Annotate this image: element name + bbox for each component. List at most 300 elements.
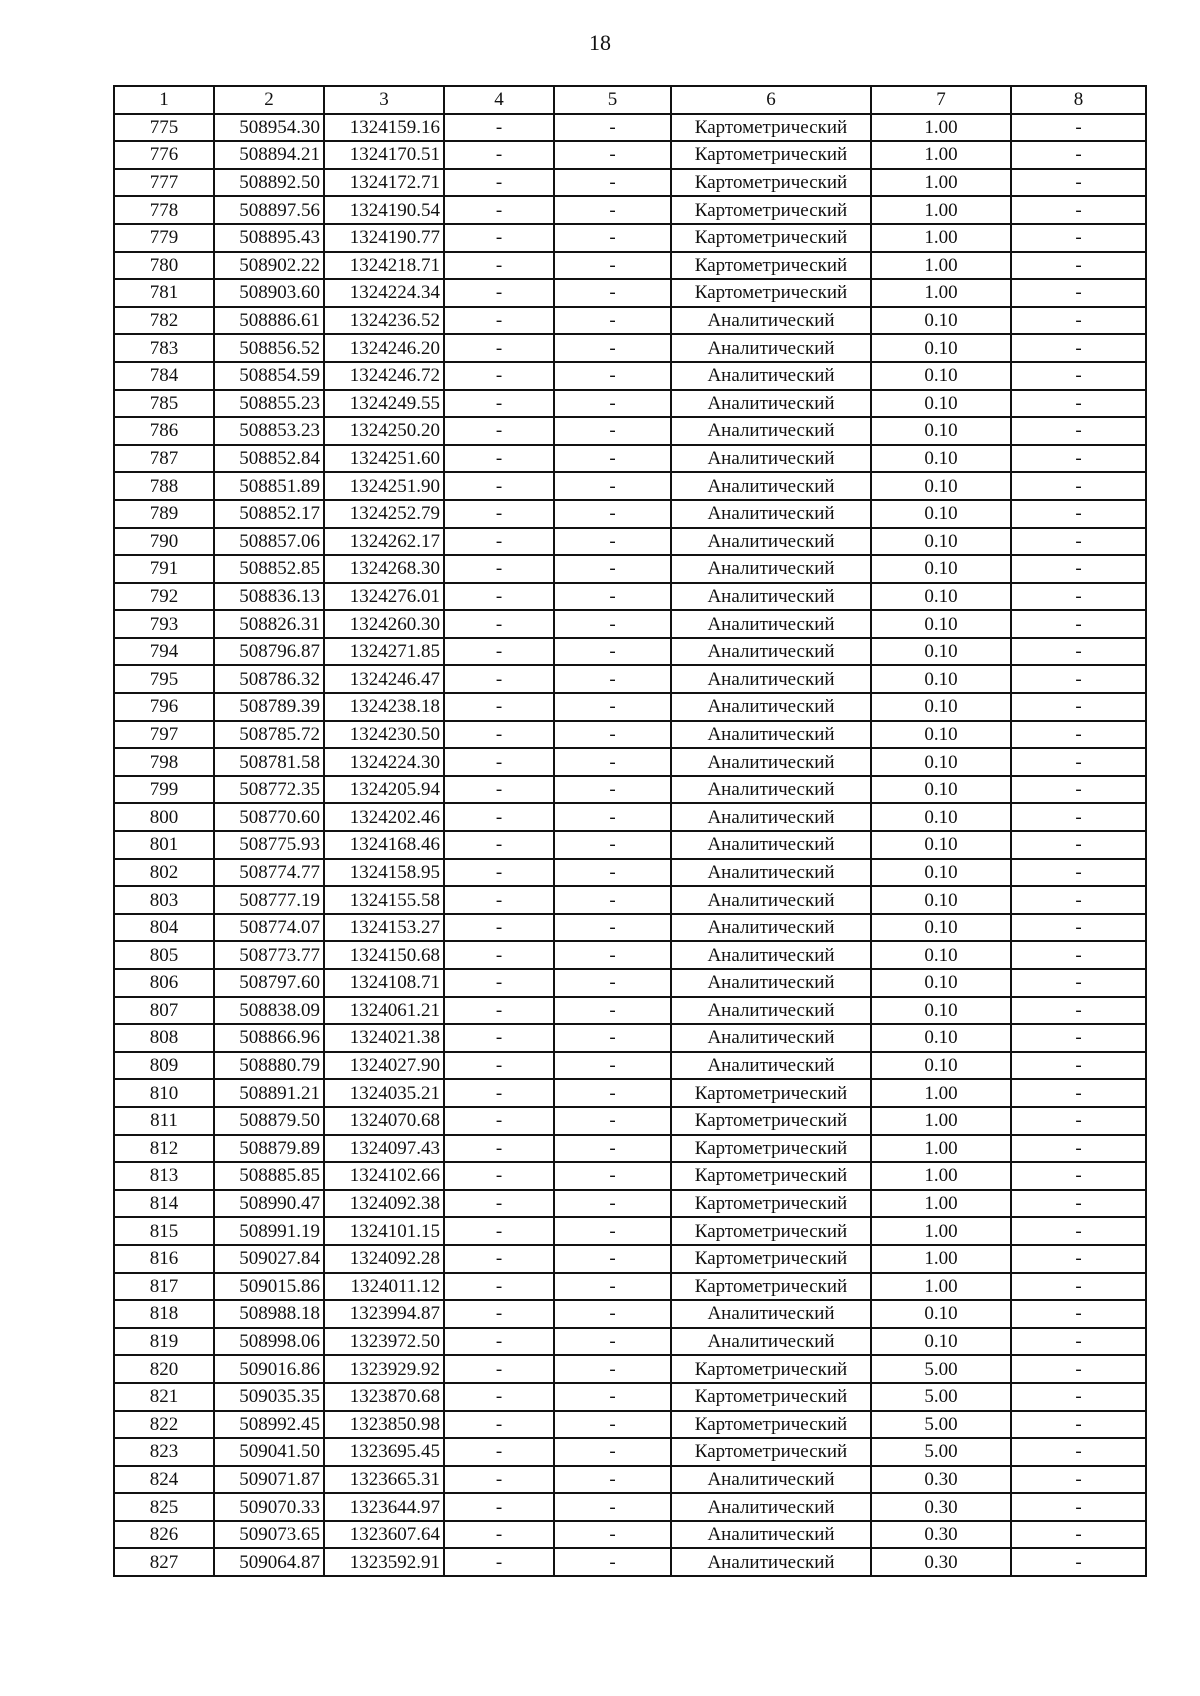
table-cell: 1324158.95 (324, 859, 444, 887)
table-cell: - (1011, 1217, 1146, 1245)
table-cell: - (444, 114, 554, 142)
table-cell: - (444, 1135, 554, 1163)
table-cell: 786 (114, 417, 214, 445)
table-cell: - (1011, 445, 1146, 473)
table-cell: Аналитический (671, 914, 871, 942)
table-row (114, 1024, 1146, 1052)
table-cell: 0.10 (871, 528, 1011, 556)
table-cell: - (444, 224, 554, 252)
table-cell: 508773.77 (214, 941, 324, 969)
table-cell: 1324168.46 (324, 831, 444, 859)
table-cell: 802 (114, 859, 214, 887)
table-cell: - (554, 362, 671, 390)
table-cell: Картометрический (671, 252, 871, 280)
table-cell: 508998.06 (214, 1328, 324, 1356)
table-cell: 508786.32 (214, 665, 324, 693)
table-cell: 508856.52 (214, 334, 324, 362)
table-cell: 1.00 (871, 252, 1011, 280)
table-cell: 817 (114, 1273, 214, 1301)
table-cell: 1.00 (871, 196, 1011, 224)
table-cell: 1324251.60 (324, 445, 444, 473)
table-cell: 1.00 (871, 1107, 1011, 1135)
table-cell: Аналитический (671, 472, 871, 500)
table-cell: - (1011, 362, 1146, 390)
table-cell: 0.10 (871, 417, 1011, 445)
table-cell: - (444, 914, 554, 942)
table-cell: - (1011, 1300, 1146, 1328)
table-cell: - (444, 1466, 554, 1494)
table-cell: - (554, 1162, 671, 1190)
table-cell: 508789.39 (214, 693, 324, 721)
table-cell: 0.10 (871, 500, 1011, 528)
table-cell: - (554, 1355, 671, 1383)
table-cell: 796 (114, 693, 214, 721)
table-cell: Аналитический (671, 886, 871, 914)
table-cell: 1323665.31 (324, 1466, 444, 1494)
table-cell: - (1011, 1162, 1146, 1190)
table-cell: 0.10 (871, 886, 1011, 914)
table-cell: - (444, 500, 554, 528)
table-row (114, 555, 1146, 583)
coordinates-table (113, 85, 1147, 1577)
table-cell: 820 (114, 1355, 214, 1383)
table-row (114, 693, 1146, 721)
table-cell: 783 (114, 334, 214, 362)
table-cell: 0.10 (871, 472, 1011, 500)
table-cell: - (554, 776, 671, 804)
table-cell: - (444, 1190, 554, 1218)
table-cell: 0.10 (871, 445, 1011, 473)
table-cell: - (554, 914, 671, 942)
table-cell: 1324251.90 (324, 472, 444, 500)
table-cell: Аналитический (671, 1052, 871, 1080)
table-cell: 1.00 (871, 279, 1011, 307)
table-row (114, 748, 1146, 776)
table-cell: 0.10 (871, 1024, 1011, 1052)
table-cell: Картометрический (671, 1135, 871, 1163)
table-cell: 800 (114, 803, 214, 831)
table-cell: 0.10 (871, 362, 1011, 390)
table-cell: 1.00 (871, 224, 1011, 252)
table-cell: Аналитический (671, 776, 871, 804)
table-cell: 775 (114, 114, 214, 142)
table-cell: - (1011, 638, 1146, 666)
table-cell: 1324205.94 (324, 776, 444, 804)
table-cell: 508855.23 (214, 390, 324, 418)
table-cell: 1324202.46 (324, 803, 444, 831)
table-cell: 779 (114, 224, 214, 252)
table-row (114, 362, 1146, 390)
table-cell: 810 (114, 1079, 214, 1107)
table-cell: 508852.17 (214, 500, 324, 528)
table-cell: 0.30 (871, 1493, 1011, 1521)
table-cell: - (554, 1052, 671, 1080)
table-cell: - (554, 610, 671, 638)
table-cell: 0.10 (871, 610, 1011, 638)
table-cell: - (554, 224, 671, 252)
table-cell: 1323592.91 (324, 1548, 444, 1576)
table-cell: 784 (114, 362, 214, 390)
table-cell: 508781.58 (214, 748, 324, 776)
table-cell: - (444, 1107, 554, 1135)
table-cell: - (444, 693, 554, 721)
table-cell: - (1011, 941, 1146, 969)
table-cell: Аналитический (671, 638, 871, 666)
table-cell: - (554, 1438, 671, 1466)
table-cell: 825 (114, 1493, 214, 1521)
column-header: 8 (1011, 86, 1146, 114)
table-cell: - (1011, 803, 1146, 831)
table-cell: Аналитический (671, 500, 871, 528)
table-cell: 826 (114, 1521, 214, 1549)
table-cell: - (444, 1521, 554, 1549)
table-cell: Аналитический (671, 859, 871, 887)
table-cell: 0.10 (871, 941, 1011, 969)
table-cell: - (554, 528, 671, 556)
table-cell: 509015.86 (214, 1273, 324, 1301)
table-row (114, 997, 1146, 1025)
table-row (114, 224, 1146, 252)
table-cell: Картометрический (671, 1245, 871, 1273)
table-cell: 777 (114, 169, 214, 197)
table-cell: 1324061.21 (324, 997, 444, 1025)
table-cell: - (444, 1052, 554, 1080)
table-cell: - (1011, 141, 1146, 169)
table-cell: - (444, 969, 554, 997)
table-cell: - (444, 997, 554, 1025)
table-row (114, 1300, 1146, 1328)
table-cell: 1324238.18 (324, 693, 444, 721)
table-cell: 508886.61 (214, 307, 324, 335)
table-cell: 793 (114, 610, 214, 638)
table-cell: 0.10 (871, 307, 1011, 335)
table-cell: - (554, 279, 671, 307)
table-cell: 823 (114, 1438, 214, 1466)
table-cell: 1324092.28 (324, 1245, 444, 1273)
table-row (114, 114, 1146, 142)
table-cell: - (1011, 169, 1146, 197)
table-cell: - (554, 941, 671, 969)
table-row (114, 500, 1146, 528)
table-cell: - (444, 886, 554, 914)
table-cell: 805 (114, 941, 214, 969)
table-cell: - (444, 1245, 554, 1273)
table-cell: 1324097.43 (324, 1135, 444, 1163)
table-cell: - (1011, 390, 1146, 418)
table-cell: Картометрический (671, 141, 871, 169)
table-row (114, 1079, 1146, 1107)
table-row (114, 1493, 1146, 1521)
table-cell: 1.00 (871, 1079, 1011, 1107)
table-cell: 1324224.30 (324, 748, 444, 776)
table-cell: 508866.96 (214, 1024, 324, 1052)
table-cell: - (554, 1383, 671, 1411)
table-cell: 1324271.85 (324, 638, 444, 666)
table-cell: - (554, 638, 671, 666)
table-cell: 1324102.66 (324, 1162, 444, 1190)
table-cell: 1324260.30 (324, 610, 444, 638)
table-cell: - (1011, 1411, 1146, 1439)
table-row (114, 665, 1146, 693)
table-cell: - (444, 665, 554, 693)
table-cell: 1324246.72 (324, 362, 444, 390)
table-cell: - (444, 141, 554, 169)
table-cell: 819 (114, 1328, 214, 1356)
table-cell: - (554, 1273, 671, 1301)
table-cell: - (554, 1190, 671, 1218)
table-cell: 508903.60 (214, 279, 324, 307)
table-cell: 0.10 (871, 390, 1011, 418)
table-cell: - (1011, 1548, 1146, 1576)
table-cell: 509027.84 (214, 1245, 324, 1273)
table-cell: - (1011, 776, 1146, 804)
table-cell: - (1011, 1355, 1146, 1383)
table-cell: - (554, 748, 671, 776)
table-cell: Аналитический (671, 1328, 871, 1356)
table-cell: - (554, 500, 671, 528)
table-cell: - (554, 417, 671, 445)
table-cell: 509016.86 (214, 1355, 324, 1383)
table-cell: 5.00 (871, 1355, 1011, 1383)
table-cell: 1323929.92 (324, 1355, 444, 1383)
table-cell: - (1011, 1273, 1146, 1301)
table-cell: 1.00 (871, 141, 1011, 169)
table-cell: 508891.21 (214, 1079, 324, 1107)
table-cell: 1324155.58 (324, 886, 444, 914)
table-cell: - (554, 1300, 671, 1328)
table-row (114, 1190, 1146, 1218)
table-cell: 782 (114, 307, 214, 335)
table-row (114, 1355, 1146, 1383)
table-cell: 5.00 (871, 1411, 1011, 1439)
table-cell: 1324153.27 (324, 914, 444, 942)
table-cell: Аналитический (671, 445, 871, 473)
table-cell: Аналитический (671, 417, 871, 445)
table-cell: 1323972.50 (324, 1328, 444, 1356)
table-cell: 0.10 (871, 748, 1011, 776)
table-cell: - (1011, 886, 1146, 914)
table-cell: 1.00 (871, 1162, 1011, 1190)
table-cell: Аналитический (671, 969, 871, 997)
table-cell: 0.10 (871, 914, 1011, 942)
table-cell: Картометрический (671, 1217, 871, 1245)
table-cell: - (1011, 721, 1146, 749)
table-cell: - (444, 721, 554, 749)
table-cell: 1.00 (871, 1273, 1011, 1301)
table-cell: Аналитический (671, 362, 871, 390)
table-cell: - (554, 997, 671, 1025)
table-cell: 508902.22 (214, 252, 324, 280)
table-cell: 795 (114, 665, 214, 693)
table-cell: 1324230.50 (324, 721, 444, 749)
table-cell: - (1011, 279, 1146, 307)
table-cell: 1323644.97 (324, 1493, 444, 1521)
table-cell: 1324190.54 (324, 196, 444, 224)
table-row (114, 831, 1146, 859)
table-cell: Аналитический (671, 528, 871, 556)
table-cell: - (1011, 693, 1146, 721)
table-cell: 1.00 (871, 1217, 1011, 1245)
table-cell: - (444, 307, 554, 335)
table-cell: 508838.09 (214, 997, 324, 1025)
table-cell: 1324027.90 (324, 1052, 444, 1080)
table-cell: - (444, 417, 554, 445)
table-cell: - (554, 803, 671, 831)
table-cell: - (554, 1107, 671, 1135)
table-cell: 509035.35 (214, 1383, 324, 1411)
table-cell: 508894.21 (214, 141, 324, 169)
table-cell: - (1011, 914, 1146, 942)
table-cell: 1324159.16 (324, 114, 444, 142)
table-cell: Аналитический (671, 390, 871, 418)
table-cell: 508879.50 (214, 1107, 324, 1135)
table-row (114, 390, 1146, 418)
table-cell: 508826.31 (214, 610, 324, 638)
table-cell: - (444, 748, 554, 776)
table-cell: 1324092.38 (324, 1190, 444, 1218)
table-cell: - (554, 1079, 671, 1107)
table-cell: 811 (114, 1107, 214, 1135)
table-row (114, 1273, 1146, 1301)
table-cell: - (444, 555, 554, 583)
table-body (114, 114, 1146, 1576)
table-cell: - (554, 445, 671, 473)
table-cell: 1323994.87 (324, 1300, 444, 1328)
column-header: 7 (871, 86, 1011, 114)
table-cell: Аналитический (671, 307, 871, 335)
table-cell: - (1011, 1438, 1146, 1466)
table-cell: 1324246.47 (324, 665, 444, 693)
table-cell: 808 (114, 1024, 214, 1052)
table-cell: - (444, 169, 554, 197)
table-row (114, 1052, 1146, 1080)
table-cell: 508785.72 (214, 721, 324, 749)
table-cell: 1324011.12 (324, 1273, 444, 1301)
table-cell: - (554, 1548, 671, 1576)
table-cell: - (554, 859, 671, 887)
table-row (114, 141, 1146, 169)
table-cell: - (554, 472, 671, 500)
table-row (114, 1383, 1146, 1411)
table-cell: Аналитический (671, 1493, 871, 1521)
table-cell: 0.10 (871, 665, 1011, 693)
table-cell: 794 (114, 638, 214, 666)
table-cell: - (444, 1411, 554, 1439)
table-cell: - (554, 555, 671, 583)
table-cell: - (1011, 969, 1146, 997)
table-cell: 508774.07 (214, 914, 324, 942)
table-cell: 1324246.20 (324, 334, 444, 362)
table-row (114, 914, 1146, 942)
table-cell: - (554, 1493, 671, 1521)
table-cell: - (554, 721, 671, 749)
table-cell: - (444, 1273, 554, 1301)
table-cell: 508895.43 (214, 224, 324, 252)
table-cell: 1.00 (871, 1190, 1011, 1218)
table-cell: 801 (114, 831, 214, 859)
table-cell: - (1011, 472, 1146, 500)
table-row (114, 941, 1146, 969)
table-row (114, 472, 1146, 500)
table-cell: - (1011, 307, 1146, 335)
table-cell: - (554, 1521, 671, 1549)
table-cell: 821 (114, 1383, 214, 1411)
table-cell: 508797.60 (214, 969, 324, 997)
table-cell: 812 (114, 1135, 214, 1163)
table-cell: Аналитический (671, 610, 871, 638)
table-cell: Аналитический (671, 941, 871, 969)
table-cell: 0.10 (871, 334, 1011, 362)
table-cell: 776 (114, 141, 214, 169)
table-cell: 508988.18 (214, 1300, 324, 1328)
table-cell: - (444, 196, 554, 224)
table-cell: - (444, 831, 554, 859)
table-cell: - (554, 1245, 671, 1273)
table-cell: - (554, 1024, 671, 1052)
table-cell: - (1011, 1024, 1146, 1052)
table-cell: 806 (114, 969, 214, 997)
table-cell: - (1011, 1328, 1146, 1356)
column-header: 2 (214, 86, 324, 114)
table-cell: - (554, 583, 671, 611)
table-cell: Картометрический (671, 1107, 871, 1135)
table-cell: 1324150.68 (324, 941, 444, 969)
table-cell: 816 (114, 1245, 214, 1273)
table-cell: 818 (114, 1300, 214, 1328)
table-cell: Аналитический (671, 665, 871, 693)
table-cell: 1.00 (871, 1135, 1011, 1163)
table-cell: 509064.87 (214, 1548, 324, 1576)
table-cell: Картометрический (671, 1411, 871, 1439)
table-cell: - (1011, 224, 1146, 252)
table-cell: - (444, 1493, 554, 1521)
table-row (114, 252, 1146, 280)
table-cell: 508857.06 (214, 528, 324, 556)
table-cell: - (444, 803, 554, 831)
table-cell: 1324172.71 (324, 169, 444, 197)
table-cell: 0.30 (871, 1466, 1011, 1494)
table-cell: 1324021.38 (324, 1024, 444, 1052)
table-cell: 1.00 (871, 1245, 1011, 1273)
table-row (114, 638, 1146, 666)
table-cell: - (554, 831, 671, 859)
table-row (114, 334, 1146, 362)
table-row (114, 1548, 1146, 1576)
table-cell: - (444, 1024, 554, 1052)
table-cell: - (554, 1217, 671, 1245)
table-cell: - (554, 390, 671, 418)
table-cell: Аналитический (671, 1300, 871, 1328)
table-cell: Аналитический (671, 831, 871, 859)
table-cell: - (444, 445, 554, 473)
table-cell: 781 (114, 279, 214, 307)
table-cell: 508991.19 (214, 1217, 324, 1245)
table-cell: 790 (114, 528, 214, 556)
table-cell: Картометрический (671, 169, 871, 197)
table-cell: 1324070.68 (324, 1107, 444, 1135)
table-cell: 509070.33 (214, 1493, 324, 1521)
table-cell: - (1011, 555, 1146, 583)
table-cell: - (444, 638, 554, 666)
table-cell: Аналитический (671, 748, 871, 776)
table-row (114, 1411, 1146, 1439)
table-cell: 1324218.71 (324, 252, 444, 280)
table-cell: - (1011, 528, 1146, 556)
table-row (114, 1466, 1146, 1494)
table-cell: 508880.79 (214, 1052, 324, 1080)
table-cell: 1324236.52 (324, 307, 444, 335)
table-cell: - (1011, 859, 1146, 887)
